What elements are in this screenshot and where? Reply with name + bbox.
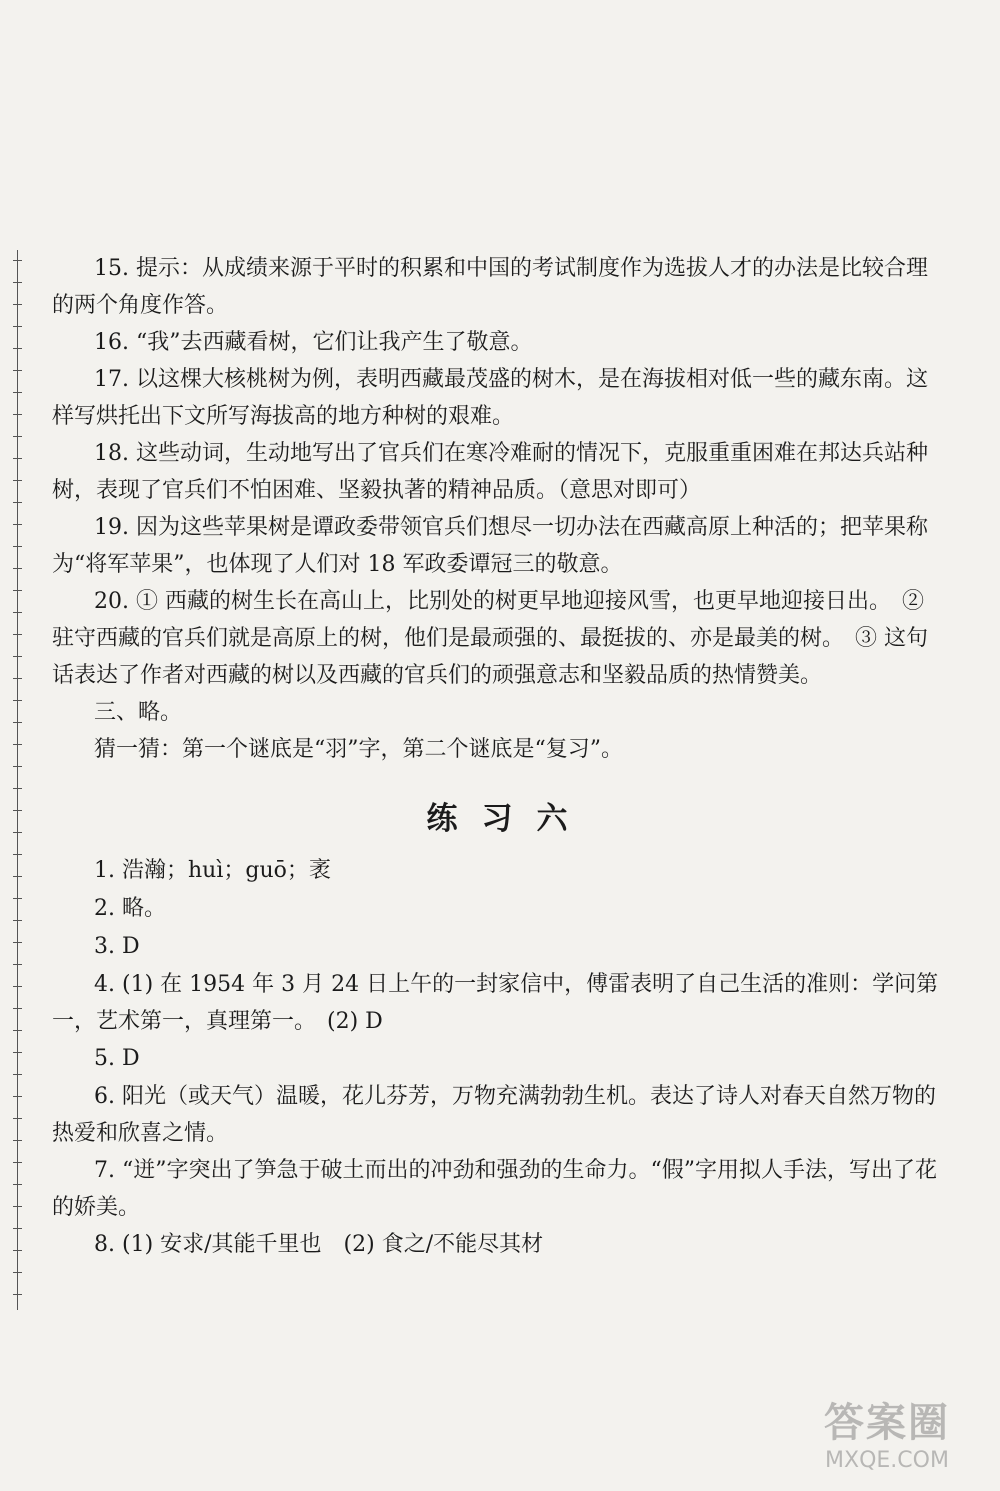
binding-tick <box>13 788 22 789</box>
binding-tick <box>13 656 22 657</box>
binding-tick <box>13 326 22 327</box>
binding-tick <box>13 304 22 305</box>
binding-tick <box>13 1184 22 1185</box>
binding-tick <box>13 480 22 481</box>
binding-tick <box>13 1118 22 1119</box>
binding-tick <box>13 1250 22 1251</box>
watermark-site: MXQE.COM <box>825 1448 949 1473</box>
exercise6-answer-4: 4. (1) 在 1954 年 3 月 24 日上午的一封家信中，傅雷表明了自己生活的准则：学问第一，艺术第一，真理第一。 (2) D <box>52 972 939 1034</box>
binding-tick <box>13 964 22 965</box>
binding-tick <box>13 898 22 899</box>
binding-tick <box>13 810 22 811</box>
exercise6-answer-3: 3. D <box>94 934 140 959</box>
exercise6-answer-5: 5. D <box>94 1046 140 1071</box>
exercise6-answer-6: 6. 阳光（或天气）温暖，花儿芬芳，万物充满勃勃生机。表达了诗人对春天自然万物的热爱和欣喜之情。 <box>52 1084 936 1146</box>
watermark-logo-text: 答案圈 <box>824 1400 950 1446</box>
binding-tick <box>13 590 22 591</box>
binding-tick <box>13 1030 22 1031</box>
binding-tick <box>13 1206 22 1207</box>
answer-17: 17. 以这棵大核桃树为例，表明西藏最茂盛的树木，是在海拔相对低一些的藏东南。这样写烘托出下文所写海拔高的地方种树的艰难。 <box>52 367 928 429</box>
binding-tick <box>13 700 22 701</box>
binding-tick <box>13 458 22 459</box>
answer-20: 20. ① 西藏的树生长在高山上，比别处的树更早地迎接风雪，也更早地迎接日出。 ② 驻守西藏的官兵们就是高原上的树，他们是最顽强的、最挺拔的、亦是最美的树。 ③ 这句话表达了作者对西藏的树以及西藏的官兵们的顽强意志和坚毅品质的热情赞美。 <box>52 589 928 688</box>
answer-18: 18. 这些动词，生动地写出了官兵们在寒冷难耐的情况下，克服重重困难在邦达兵站种树，表现了官兵们不怕困难、坚毅执著的精神品质。（意思对即可） <box>52 441 928 503</box>
binding-tick <box>13 1228 22 1229</box>
binding-tick <box>13 414 22 415</box>
binding-tick <box>13 260 22 261</box>
answer-part-3: 三、略。 <box>94 700 183 725</box>
exercise6-answer-8: 8. (1) 安求/其能千里也 (2) 食之/不能尽其材 <box>94 1232 544 1257</box>
binding-tick <box>13 876 22 877</box>
answer-16: 16. “我”去西藏看树，它们让我产生了敬意。 <box>94 330 533 355</box>
binding-tick <box>13 942 22 943</box>
binding-tick <box>13 568 22 569</box>
binding-tick <box>13 1096 22 1097</box>
binding-tick <box>13 678 22 679</box>
binding-tick <box>13 524 22 525</box>
exercise6-answer-2: 2. 略。 <box>94 896 166 921</box>
riddle-answer: 猜一猜：第一个谜底是“羽”字，第二个谜底是“复习”。 <box>94 737 623 762</box>
binding-tick <box>13 832 22 833</box>
binding-tick <box>13 502 22 503</box>
section-title-exercise-6: 练习六 <box>426 801 592 837</box>
answer-19: 19. 因为这些苹果树是谭政委带领官兵们想尽一切办法在西藏高原上种活的；把苹果称为“将军苹果”，也体现了人们对 18 军政委谭冠三的敬意。 <box>52 515 928 577</box>
binding-tick <box>13 612 22 613</box>
binding-tick <box>13 370 22 371</box>
binding-tick <box>13 1162 22 1163</box>
binding-tick <box>13 854 22 855</box>
binding-tick <box>13 546 22 547</box>
binding-tick <box>13 766 22 767</box>
binding-tick <box>13 392 22 393</box>
exercise6-answer-1: 1. 浩瀚；huì；guō；袤 <box>94 858 331 883</box>
binding-tick <box>13 722 22 723</box>
binding-tick <box>13 1008 22 1009</box>
binding-tick <box>13 744 22 745</box>
binding-tick <box>13 1272 22 1273</box>
exercise6-answer-7: 7. “迸”字突出了笋急于破土而出的冲劲和强劲的生命力。“假”字用拟人手法，写出了花的娇美。 <box>52 1158 937 1220</box>
binding-line <box>17 250 18 1310</box>
binding-margin <box>0 250 30 1310</box>
binding-tick <box>13 1052 22 1053</box>
binding-tick <box>13 282 22 283</box>
binding-tick <box>13 348 22 349</box>
binding-tick <box>13 920 22 921</box>
binding-tick <box>13 436 22 437</box>
binding-tick <box>13 1140 22 1141</box>
watermark <box>792 1391 982 1473</box>
binding-tick <box>13 1294 22 1295</box>
binding-tick <box>13 1074 22 1075</box>
binding-tick <box>13 986 22 987</box>
answer-page <box>52 250 942 1263</box>
binding-tick <box>13 634 22 635</box>
answer-15: 15. 提示：从成绩来源于平时的积累和中国的考试制度作为选拔人才的办法是比较合理的两个角度作答。 <box>52 256 928 318</box>
